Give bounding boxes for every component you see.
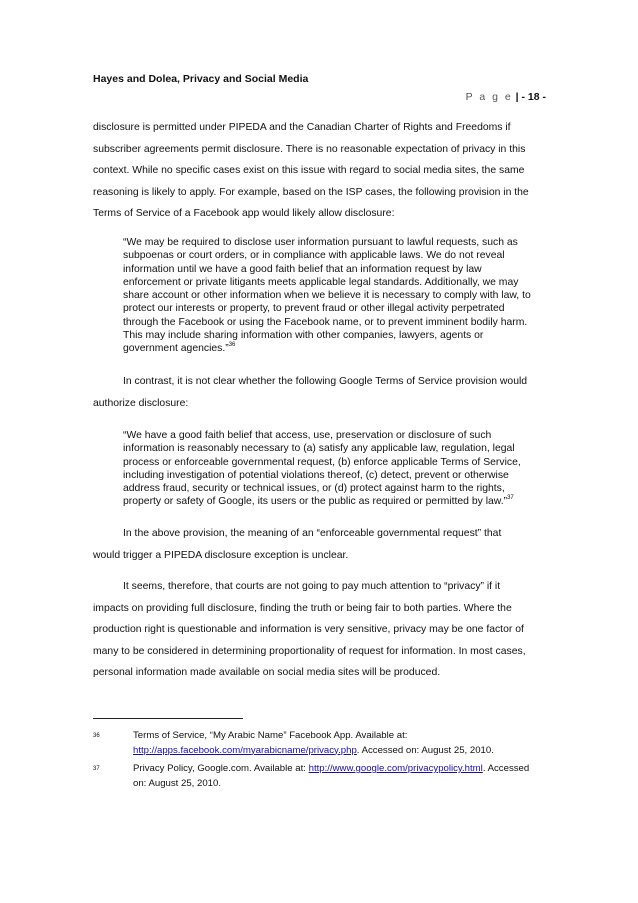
paragraph-line: It seems, therefore, that courts are not going to pay much attention to “privacy” if it <box>123 581 501 592</box>
footnote-mark: 36 <box>93 733 100 739</box>
footnote-ref-36[interactable]: 36 <box>228 342 236 349</box>
quote-line: “We have a good faith belief that access, use, preservation or disclosure of such <box>123 430 492 441</box>
quote-line: process or enforceable governmental request, (b) enforce applicable Terms of Service, <box>123 456 521 468</box>
paragraph-line: would trigger a PIPEDA disclosure exception is unclear. <box>93 549 349 561</box>
quote-line: through the Facebook or using the Facebook name, or to prevent imminent bodily harm. <box>123 316 528 328</box>
page-label: P a g e <box>465 91 513 103</box>
quote-line: This may include sharing information with other companies, lawyers, agents or <box>123 330 484 342</box>
footnote-accessed: . Accessed <box>482 763 530 774</box>
quote-line: address fraud, security or technical issues, or (d) protect against harm to the rights, <box>123 483 505 495</box>
paragraph-line: production right is questionable and information is very sensitive, privacy may be one factor of <box>93 624 524 635</box>
quote-line: information is reasonably necessary to (a) satisfy any applicable law, regulation, legal <box>123 443 515 455</box>
quote-line: share account or other information when we believe it is necessary to comply with law, to <box>123 290 531 302</box>
footnote-link[interactable]: http://apps.facebook.com/myarabicname/privacy.php <box>133 744 357 756</box>
paragraph-line: subscriber agreements permit disclosure. There is no reasonable expectation of privacy in this <box>93 143 526 155</box>
quote-line: information until we have a good faith belief that an information request by law <box>123 263 482 275</box>
paragraph-line: In the above provision, the meaning of an “enforceable governmental request” that <box>123 528 502 539</box>
footnote-mark: 37 <box>93 766 100 772</box>
paragraph-4 <box>93 576 548 684</box>
footnote-line <box>133 762 553 777</box>
page-number <box>466 91 546 103</box>
footnote-ref-37[interactable]: 37 <box>507 495 514 502</box>
quote-line <box>123 495 553 508</box>
page-number-value: | - 18 - <box>515 91 546 103</box>
block-quote-google <box>123 429 553 509</box>
paragraph-line: context. While no specific cases exist on this issue with regard to social media sites, the same <box>93 165 525 176</box>
quote-line: subpoenas or court orders, or in compliance with applicable laws. We do not reveal <box>123 250 505 262</box>
quote-line <box>123 342 553 355</box>
paragraph-line: In contrast, it is not clear whether the following Google Terms of Service provision would <box>123 376 528 387</box>
header-title: Hayes and Dolea, Privacy and Social Media <box>93 73 309 85</box>
footnote-link[interactable]: http://www.google.com/privacypolicy.html <box>308 763 483 774</box>
paragraph-3 <box>93 523 548 566</box>
quote-line: “We may be required to disclose user information pursuant to lawful requests, such as <box>123 237 518 248</box>
footnote-text <box>133 729 553 758</box>
paragraph-line: authorize disclosure: <box>93 397 189 409</box>
footnote-source: Privacy Policy, Google.com. Available at: <box>133 763 309 774</box>
paragraph-line: disclosure is permitted under PIPEDA and the Canadian Charter of Rights and Freedoms if <box>93 122 511 133</box>
quote-line: enforcement or private litigants meets applicable legal standards. Additionally, we may <box>123 276 519 288</box>
footnote-accessed: . Accessed on: August 25, 2010. <box>356 744 494 756</box>
block-quote-facebook <box>123 236 553 356</box>
paragraph-2 <box>93 371 548 414</box>
paragraph-line: reasoning is likely to apply. For example, based on the ISP cases, the following provision in the <box>93 186 529 198</box>
quote-line-text: property or safety of Google, its users or the public as required or permitted by law.” <box>123 496 508 508</box>
paragraph-line: Terms of Service of a Facebook app would likely allow disclosure: <box>93 208 395 219</box>
footnote-line: on: August 25, 2010. <box>133 777 222 789</box>
footnote-text <box>133 762 553 791</box>
footnote-line: Terms of Service, “My Arabic Name” Facebook App. Available at: <box>133 730 408 741</box>
paragraph-1 <box>93 117 548 225</box>
footnote-line <box>133 744 553 759</box>
footnote-separator <box>93 718 243 719</box>
paragraph-line: impacts on providing full disclosure, finding the truth or being fair to both parties. Where the <box>93 602 512 614</box>
paragraph-line: personal information made available on social media sites will be produced. <box>93 667 441 678</box>
paragraph-line: many to be considered in determining proportionality of request for information. In most cases, <box>93 645 526 657</box>
quote-line-text: government agencies.” <box>123 343 229 355</box>
quote-line: including investigation of potential violations thereof, (c) detect, prevent or otherwise <box>123 469 509 481</box>
quote-line: protect our interests or property, to prevent fraud or other illegal activity perpetrated <box>123 303 505 315</box>
